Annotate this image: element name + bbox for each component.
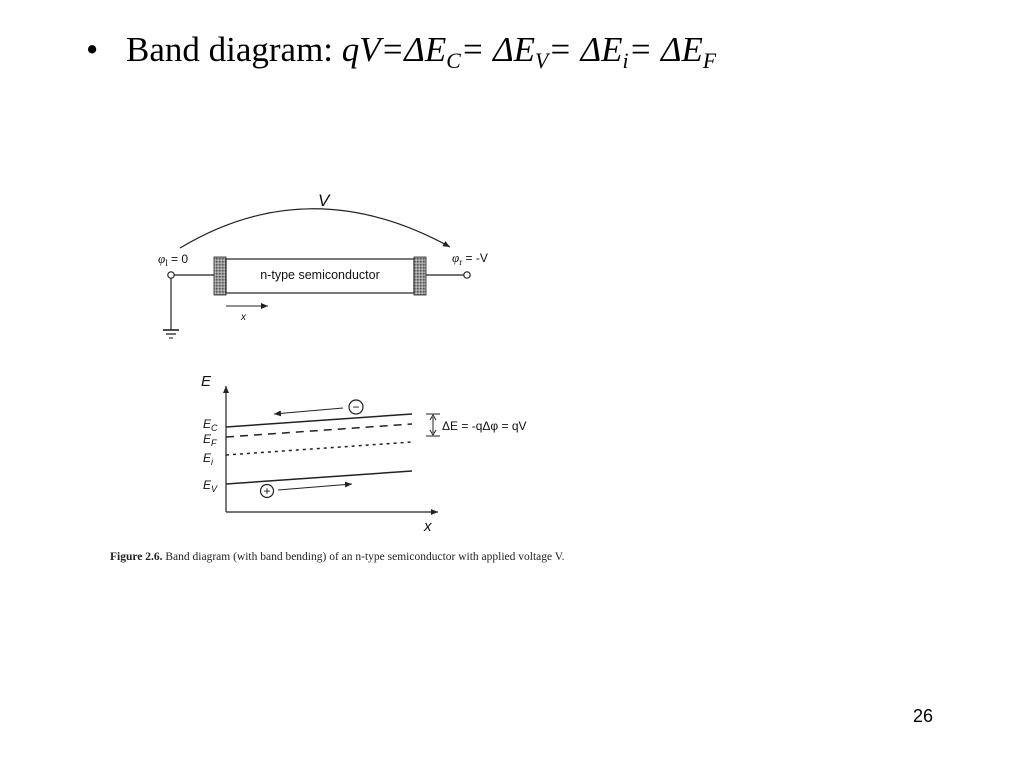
ei-label: $E_i$ [203, 451, 214, 467]
electron-arrow [274, 408, 343, 414]
conduction-band-edge [226, 414, 412, 427]
eq-delta-ec-sub: C [446, 48, 461, 73]
eq-sign-2: = [460, 30, 494, 69]
eq-delta-ei: ΔE [580, 30, 623, 69]
energy-axis-label: E [201, 373, 212, 390]
left-contact [214, 257, 226, 295]
eq-sign-3: = [548, 30, 581, 69]
phi-left-label: $\varphi_l = 0$ [158, 251, 189, 268]
band-diagram [201, 373, 527, 535]
eq-delta-ef: ΔE [660, 30, 703, 69]
ef-label: $E_F$ [203, 432, 217, 448]
page-number: 26 [913, 706, 934, 726]
title-lead: Band diagram: [126, 30, 342, 69]
phi-right-label: $\varphi_r = -V$ [452, 250, 488, 267]
ev-label: $E_V$ [203, 478, 218, 494]
eq-sign-4: = [628, 30, 661, 69]
figure-caption [110, 550, 630, 565]
right-terminal [464, 272, 470, 278]
eq-qv: qV [341, 30, 381, 69]
eq-delta-ef-sub: F [702, 48, 717, 73]
voltage-label: V [318, 191, 330, 210]
electron-sign: − [352, 400, 360, 414]
right-contact [414, 257, 426, 295]
intrinsic-level [226, 442, 412, 455]
hole-sign: + [263, 484, 271, 498]
position-axis-label: x [424, 518, 432, 535]
eq-sign-1: = [380, 30, 405, 69]
caption-label: Figure 2.6. [110, 551, 163, 563]
valence-band-edge [226, 471, 412, 484]
ground-icon [163, 278, 179, 338]
x-direction-label: x [241, 312, 246, 323]
circuit-schematic [158, 191, 488, 338]
ec-label: $E_C$ [203, 417, 218, 433]
fermi-level [226, 424, 412, 437]
device-label: n-type semiconductor [260, 268, 380, 282]
eq-delta-ev-sub: V [534, 48, 549, 73]
eq-delta-ec: ΔE [404, 30, 447, 69]
caption-text: Band diagram (with band bending) of an n-type semiconductor with applied voltage V. [162, 551, 565, 563]
eq-delta-ev: ΔE [493, 30, 535, 69]
hole-arrow [278, 484, 352, 490]
voltage-arc [180, 209, 450, 248]
bullet-point: • [86, 30, 99, 69]
eq-delta-ei-sub: i [622, 48, 629, 73]
left-terminal [168, 272, 174, 278]
delta-e-label: ΔE = -qΔφ = qV [442, 419, 527, 433]
